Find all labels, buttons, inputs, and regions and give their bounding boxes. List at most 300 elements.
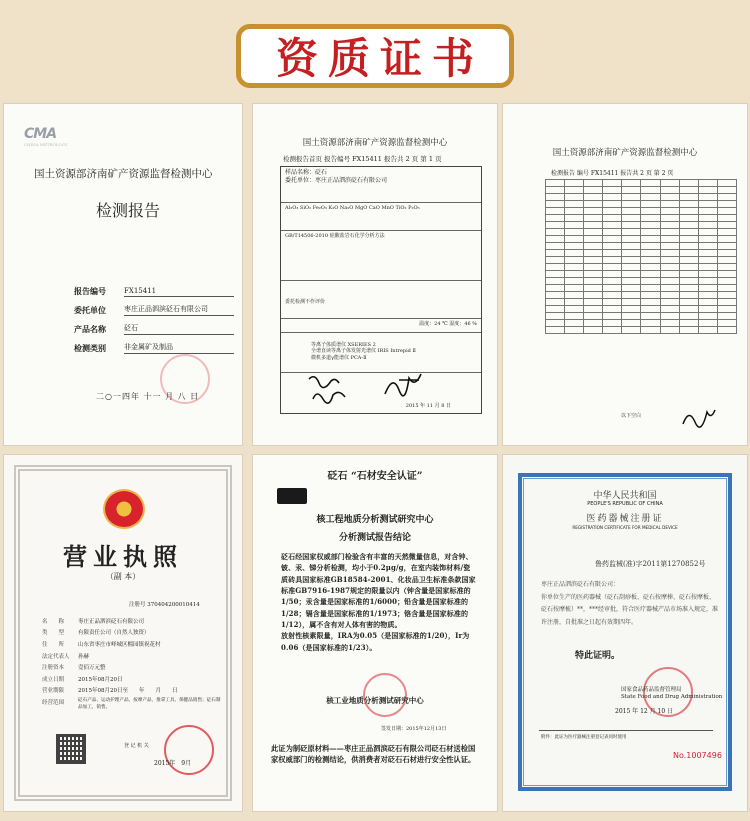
field-label: 委托单位 bbox=[74, 305, 106, 315]
field-row bbox=[74, 278, 234, 297]
license-title: 营业执照 bbox=[63, 543, 183, 571]
license-sub: （副 本） bbox=[105, 572, 141, 581]
table-cell bbox=[584, 306, 603, 313]
table-cell bbox=[565, 306, 584, 313]
table-cell bbox=[660, 320, 679, 327]
table-cell bbox=[698, 236, 717, 243]
license-label: 住 所 bbox=[42, 641, 65, 648]
table-cell bbox=[565, 278, 584, 285]
table-row bbox=[546, 250, 737, 257]
table-cell bbox=[565, 187, 584, 194]
table-cell bbox=[622, 250, 641, 257]
table-cell bbox=[679, 271, 698, 278]
md-proof: 特此证明。 bbox=[575, 651, 621, 661]
table-cell bbox=[546, 222, 565, 229]
table-cell bbox=[546, 215, 565, 222]
national-emblem-icon bbox=[105, 491, 143, 527]
table-cell bbox=[641, 313, 660, 320]
table-cell bbox=[622, 313, 641, 320]
table-cell bbox=[717, 278, 736, 285]
table-cell bbox=[641, 201, 660, 208]
table-cell bbox=[565, 229, 584, 236]
qr-code-icon bbox=[56, 734, 86, 764]
table-cell bbox=[546, 257, 565, 264]
table-row bbox=[546, 278, 737, 285]
table-cell bbox=[546, 180, 565, 187]
table-cell bbox=[622, 271, 641, 278]
license-value: 2015年08月20日至 年 月 日 bbox=[78, 688, 178, 695]
table-cell bbox=[584, 271, 603, 278]
table-cell bbox=[717, 313, 736, 320]
table-cell bbox=[641, 215, 660, 222]
banner-title: 资质证书 bbox=[275, 34, 484, 83]
license-label: 营业期限 bbox=[42, 688, 65, 695]
table-cell bbox=[584, 285, 603, 292]
env-section bbox=[281, 319, 481, 333]
table-cell bbox=[717, 236, 736, 243]
license-row bbox=[42, 615, 222, 627]
table-cell bbox=[584, 201, 603, 208]
table-cell bbox=[584, 299, 603, 306]
table-cell bbox=[565, 215, 584, 222]
table-cell bbox=[546, 229, 565, 236]
table-row bbox=[546, 292, 737, 299]
table-cell bbox=[546, 236, 565, 243]
table-cell bbox=[622, 222, 641, 229]
table-row bbox=[546, 194, 737, 201]
license-date: 2015年 9月 bbox=[154, 760, 192, 767]
report-fields bbox=[74, 278, 234, 354]
table-cell bbox=[565, 180, 584, 187]
table-cell bbox=[546, 278, 565, 285]
table-cell bbox=[584, 320, 603, 327]
instrument-list: 等离子体质谱仪 XSERIES 2 全谱直读等离子体发射光谱仪 IRIS Intrepid Ⅱ 微机多道γ能谱仪 PCA-Ⅱ bbox=[311, 341, 416, 361]
table-row bbox=[546, 257, 737, 264]
table-cell bbox=[546, 292, 565, 299]
table-cell bbox=[660, 243, 679, 250]
table-cell bbox=[546, 250, 565, 257]
table-cell bbox=[546, 320, 565, 327]
table-cell bbox=[546, 313, 565, 320]
field-value: 非金属矿及制品 bbox=[124, 342, 234, 354]
table-cell bbox=[565, 236, 584, 243]
table-cell bbox=[679, 306, 698, 313]
table-cell bbox=[603, 299, 622, 306]
table-row bbox=[546, 306, 737, 313]
table-row bbox=[546, 271, 737, 278]
table-cell bbox=[698, 285, 717, 292]
medical-device-certificate bbox=[503, 455, 747, 811]
table-cell bbox=[717, 229, 736, 236]
table-cell bbox=[546, 306, 565, 313]
table-cell bbox=[717, 285, 736, 292]
table-cell bbox=[717, 222, 736, 229]
method-text: GB/T14506-2010 硅酸盐岩石化学分析方法 bbox=[285, 233, 385, 239]
table-cell bbox=[603, 285, 622, 292]
table-cell bbox=[546, 264, 565, 271]
table-cell bbox=[717, 264, 736, 271]
signature-icon bbox=[305, 369, 365, 411]
table-cell bbox=[717, 208, 736, 215]
table-cell bbox=[603, 264, 622, 271]
page1-sub: 检测报告首页 报告编号 FX15411 报告共 2 页 第 1 页 bbox=[283, 155, 442, 163]
table-cell bbox=[641, 320, 660, 327]
cnas-logo-icon bbox=[277, 488, 307, 504]
license-label: 法定代表人 bbox=[42, 653, 70, 660]
table-cell bbox=[660, 299, 679, 306]
table-cell bbox=[660, 278, 679, 285]
field-row bbox=[74, 297, 234, 316]
md-date: 2015 年 12 月 10 日 bbox=[615, 708, 674, 715]
table-cell bbox=[660, 306, 679, 313]
table-cell bbox=[622, 306, 641, 313]
md-body: 枣庄正品泗滨砭石有限公司： 你单位生产的医药器械（砭石刮痧板、砭石按摩棒、砭石按摩板、砭石按摩梳）**，***经审批，符合医疗器械产品市场准入规定，准许注册，自批准之日起有效期四年。 bbox=[541, 581, 719, 626]
license-reg-number: 注册号 370404200010414 bbox=[129, 602, 200, 608]
table-cell bbox=[698, 257, 717, 264]
blank-note: 以下空白 bbox=[621, 413, 642, 419]
table-cell bbox=[584, 187, 603, 194]
table-cell bbox=[641, 229, 660, 236]
table-cell bbox=[717, 215, 736, 222]
table-row bbox=[546, 313, 737, 320]
table-cell bbox=[698, 327, 717, 334]
table-cell bbox=[679, 180, 698, 187]
table-cell bbox=[698, 320, 717, 327]
table-cell bbox=[546, 285, 565, 292]
table-cell bbox=[679, 292, 698, 299]
table-cell bbox=[603, 208, 622, 215]
table-cell bbox=[565, 194, 584, 201]
table-cell bbox=[698, 222, 717, 229]
table-cell bbox=[622, 215, 641, 222]
table-cell bbox=[565, 285, 584, 292]
conclusion-section bbox=[281, 281, 481, 319]
md-country-en: PEOPLE'S REPUBLIC OF CHINA bbox=[587, 501, 663, 507]
table-row bbox=[546, 243, 737, 250]
table-cell bbox=[622, 208, 641, 215]
license-label: 注册资本 bbox=[42, 665, 65, 672]
table-cell bbox=[584, 292, 603, 299]
field-label: 报告编号 bbox=[74, 286, 106, 296]
md-serial: No.1007496 bbox=[673, 751, 722, 760]
table-cell bbox=[622, 299, 641, 306]
license-authority: 登 记 机 关 bbox=[124, 743, 149, 749]
table-cell bbox=[584, 236, 603, 243]
table-cell bbox=[584, 208, 603, 215]
cert-date: 签发日期：2015年12月13日 bbox=[381, 726, 447, 732]
license-row bbox=[42, 638, 222, 650]
report-org: 国土资源部济南矿产资源监督检测中心 bbox=[34, 168, 213, 180]
table-cell bbox=[698, 208, 717, 215]
table-cell bbox=[679, 299, 698, 306]
license-row bbox=[42, 673, 222, 685]
table-cell bbox=[622, 264, 641, 271]
table-row bbox=[546, 327, 737, 334]
table-cell bbox=[622, 243, 641, 250]
table-cell bbox=[679, 194, 698, 201]
cert-top-title: 砭石 “石材安全认证” bbox=[327, 471, 423, 482]
table-cell bbox=[603, 201, 622, 208]
table-cell bbox=[641, 327, 660, 334]
table-cell bbox=[679, 285, 698, 292]
table-row bbox=[546, 236, 737, 243]
table-row bbox=[546, 201, 737, 208]
table-cell bbox=[698, 215, 717, 222]
table-cell bbox=[622, 292, 641, 299]
table-cell bbox=[603, 257, 622, 264]
banner bbox=[0, 0, 750, 100]
table-cell bbox=[717, 292, 736, 299]
cert-sign: 核工业地质分析测试研究中心 bbox=[326, 696, 424, 705]
table-cell bbox=[698, 201, 717, 208]
sample-name: 样品名称：砭石 bbox=[285, 169, 328, 176]
table-cell bbox=[679, 243, 698, 250]
table-cell bbox=[641, 285, 660, 292]
license-value: 壹佰万元整 bbox=[78, 665, 106, 672]
page2-sub: 检测报告 编号 FX15411 报告共 2 页 第 2 页 bbox=[551, 170, 674, 177]
table-cell bbox=[622, 194, 641, 201]
table-cell bbox=[565, 292, 584, 299]
table-cell bbox=[603, 194, 622, 201]
table-cell bbox=[717, 306, 736, 313]
table-cell bbox=[698, 187, 717, 194]
field-value: 砭石 bbox=[124, 323, 234, 335]
table-cell bbox=[622, 180, 641, 187]
table-cell bbox=[679, 264, 698, 271]
table-cell bbox=[546, 187, 565, 194]
table-cell bbox=[546, 208, 565, 215]
table-cell bbox=[660, 229, 679, 236]
table-cell bbox=[698, 250, 717, 257]
table-row bbox=[546, 208, 737, 215]
table-row bbox=[546, 264, 737, 271]
md-agency: 国家食品药品监督管理局 State Food and Drug Administration bbox=[621, 687, 723, 701]
table-cell bbox=[717, 250, 736, 257]
table-cell bbox=[622, 229, 641, 236]
table-cell bbox=[660, 327, 679, 334]
table-cell bbox=[622, 320, 641, 327]
md-title-en: REGISTRATION CERTIFICATE FOR MEDICAL DEVICE bbox=[572, 525, 678, 530]
table-cell bbox=[584, 278, 603, 285]
license-label: 类 型 bbox=[42, 630, 65, 637]
table-cell bbox=[603, 320, 622, 327]
page2-header: 国土资源部济南矿产资源监督检测中心 bbox=[552, 148, 698, 158]
table-cell bbox=[679, 313, 698, 320]
table-cell bbox=[698, 313, 717, 320]
table-cell bbox=[660, 222, 679, 229]
table-cell bbox=[717, 271, 736, 278]
md-number: 鲁药监械(准)字2011第1270852号 bbox=[595, 560, 706, 568]
table-cell bbox=[698, 271, 717, 278]
banner-frame bbox=[236, 24, 514, 88]
table-cell bbox=[622, 278, 641, 285]
cma-logo-sub: CHINA METROLOGY bbox=[24, 142, 68, 147]
table-cell bbox=[584, 194, 603, 201]
table-cell bbox=[679, 187, 698, 194]
cert-org: 核工程地质分析测试研究中心 bbox=[316, 515, 434, 525]
table-cell bbox=[660, 180, 679, 187]
table-cell bbox=[717, 243, 736, 250]
license-value: 枣庄正品泗滨砭石有限公司 bbox=[78, 618, 145, 625]
table-cell bbox=[565, 250, 584, 257]
table-cell bbox=[641, 292, 660, 299]
table-cell bbox=[698, 278, 717, 285]
table-cell bbox=[584, 327, 603, 334]
table-cell bbox=[603, 271, 622, 278]
table-cell bbox=[698, 180, 717, 187]
table-cell bbox=[603, 236, 622, 243]
license-value: 山东省枣庄市峄城区榴园镇祝花村 bbox=[78, 641, 161, 648]
method-section bbox=[281, 231, 481, 281]
table-cell bbox=[622, 236, 641, 243]
cert-title: 分析测试报告结论 bbox=[338, 533, 411, 543]
cma-logo-icon: CMA bbox=[24, 126, 57, 142]
table-cell bbox=[679, 229, 698, 236]
table-cell bbox=[698, 229, 717, 236]
license-value: 砭石产品、运动护理产品、按摩产品、推拿工具、保健品销售；砭石制品加工、销售。 bbox=[78, 698, 221, 711]
table-row bbox=[546, 285, 737, 292]
table-cell bbox=[660, 208, 679, 215]
table-cell bbox=[603, 215, 622, 222]
table-row bbox=[546, 320, 737, 327]
table-cell bbox=[565, 208, 584, 215]
table-cell bbox=[641, 257, 660, 264]
table-cell bbox=[679, 250, 698, 257]
table-cell bbox=[698, 243, 717, 250]
table-cell bbox=[565, 201, 584, 208]
table-cell bbox=[641, 222, 660, 229]
conclusion-text: 委托检测不作评价 bbox=[285, 299, 326, 305]
table-cell bbox=[717, 187, 736, 194]
table-cell bbox=[641, 299, 660, 306]
table-cell bbox=[641, 250, 660, 257]
cert-note: 此证为制砭原材料——枣庄正品泗滨砭石有限公司砭石材送检国家权威部门的检测结论，供消费者对砭石石材进行安全性认证。 bbox=[271, 744, 476, 765]
test-report-page1 bbox=[253, 104, 497, 445]
table-cell bbox=[660, 285, 679, 292]
table-cell bbox=[565, 271, 584, 278]
table-row bbox=[546, 215, 737, 222]
table-cell bbox=[679, 257, 698, 264]
table-cell bbox=[717, 194, 736, 201]
table-cell bbox=[679, 327, 698, 334]
table-cell bbox=[622, 257, 641, 264]
table-cell bbox=[603, 292, 622, 299]
page1-footer-date: 2015 年 11 月 8 日 bbox=[405, 402, 451, 409]
result-table bbox=[545, 179, 737, 334]
signature-icon bbox=[381, 368, 435, 402]
table-cell bbox=[698, 306, 717, 313]
table-cell bbox=[660, 215, 679, 222]
table-cell bbox=[603, 278, 622, 285]
table-cell bbox=[584, 222, 603, 229]
license-label: 经营范围 bbox=[42, 700, 65, 707]
license-value: 2015年08月20日 bbox=[78, 676, 123, 683]
table-cell bbox=[641, 278, 660, 285]
table-cell bbox=[660, 313, 679, 320]
table-row bbox=[546, 229, 737, 236]
table-cell bbox=[546, 299, 565, 306]
table-cell bbox=[641, 194, 660, 201]
md-note: 附件：此证为医疗器械注册登记表同时使用 bbox=[541, 735, 627, 740]
table-cell bbox=[660, 194, 679, 201]
env-text: 温度：24 ℃ 湿度：46 % bbox=[419, 321, 477, 327]
license-row bbox=[42, 627, 222, 639]
table-cell bbox=[717, 257, 736, 264]
table-cell bbox=[660, 187, 679, 194]
client-name: 委托单位：枣庄正品泗滨砭石有限公司 bbox=[285, 177, 388, 185]
table-cell bbox=[603, 250, 622, 257]
table-cell bbox=[698, 264, 717, 271]
table-cell bbox=[603, 187, 622, 194]
report-title: 检测报告 bbox=[96, 201, 161, 220]
table-cell bbox=[660, 292, 679, 299]
table-cell bbox=[584, 215, 603, 222]
table-row bbox=[546, 187, 737, 194]
table-cell bbox=[603, 243, 622, 250]
table-cell bbox=[660, 201, 679, 208]
field-label: 产品名称 bbox=[74, 324, 106, 334]
field-row bbox=[74, 316, 234, 335]
table-cell bbox=[717, 299, 736, 306]
test-report-cover bbox=[4, 104, 242, 445]
table-cell bbox=[717, 327, 736, 334]
table-cell bbox=[565, 222, 584, 229]
table-cell bbox=[641, 243, 660, 250]
table-cell bbox=[565, 327, 584, 334]
table-cell bbox=[717, 201, 736, 208]
stone-safety-certificate bbox=[253, 455, 497, 811]
table-cell bbox=[584, 264, 603, 271]
license-row bbox=[42, 685, 222, 697]
license-value: 孙赫 bbox=[78, 653, 90, 660]
table-cell bbox=[660, 271, 679, 278]
md-title: 医药器械注册证 bbox=[586, 514, 664, 524]
table-cell bbox=[698, 194, 717, 201]
license-row bbox=[42, 696, 222, 712]
table-cell bbox=[584, 180, 603, 187]
table-cell bbox=[565, 320, 584, 327]
license-row bbox=[42, 650, 222, 662]
business-license bbox=[4, 455, 242, 811]
table-cell bbox=[641, 208, 660, 215]
table-cell bbox=[679, 278, 698, 285]
table-cell bbox=[584, 250, 603, 257]
seal-stamp-icon bbox=[160, 354, 210, 404]
table-row bbox=[546, 222, 737, 229]
field-value: 枣庄正品泗滨砭石有限公司 bbox=[124, 304, 234, 316]
table-cell bbox=[603, 313, 622, 320]
table-row bbox=[546, 299, 737, 306]
table-cell bbox=[565, 299, 584, 306]
table-cell bbox=[679, 222, 698, 229]
license-label: 名 称 bbox=[42, 618, 65, 625]
table-cell bbox=[660, 236, 679, 243]
table-cell bbox=[622, 327, 641, 334]
table-cell bbox=[603, 306, 622, 313]
license-row bbox=[42, 661, 222, 673]
table-cell bbox=[603, 229, 622, 236]
table-cell bbox=[698, 299, 717, 306]
elements-section bbox=[281, 203, 481, 231]
field-value: FX15411 bbox=[124, 287, 234, 297]
table-cell bbox=[603, 222, 622, 229]
report-date: 二○一四年 十一 月 八 日 bbox=[96, 392, 200, 401]
table-cell bbox=[660, 250, 679, 257]
table-cell bbox=[641, 236, 660, 243]
table-cell bbox=[679, 201, 698, 208]
license-value: 有限责任公司（自然人独资） bbox=[78, 630, 150, 637]
table-cell bbox=[622, 187, 641, 194]
